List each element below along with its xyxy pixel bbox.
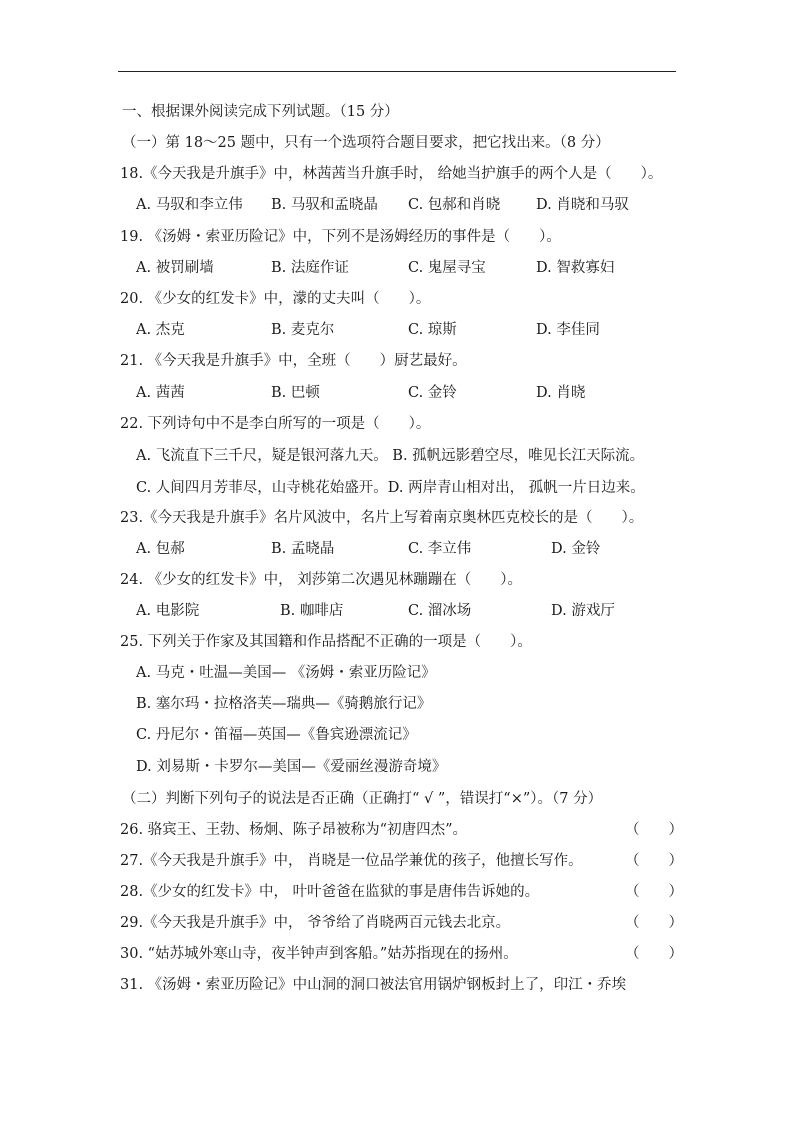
option: C. 溜冰场 xyxy=(408,603,472,619)
option: A. 马驭和李立伟 xyxy=(136,197,243,213)
option: D. 肖晓 xyxy=(536,385,586,401)
option: B. 法庭作证 xyxy=(271,260,349,276)
answer-blank: （ ） xyxy=(625,946,683,962)
tf-question-27 xyxy=(120,852,683,870)
question-25-row-b: B. 塞尔玛・拉格洛芙—瑞典—《骑鹅旅行记》 xyxy=(136,696,432,712)
question-22: 22. 下列诗句中不是李白所写的一项是（ ）。 xyxy=(120,416,431,432)
option: B. 马驭和孟晓晶 xyxy=(271,197,378,213)
option: C. 李立伟 xyxy=(408,541,472,557)
question-22-row-1: A. 飞流直下三千尺，疑是银河落九天。 B. 孤帆远影碧空尽，唯见长江天际流。 xyxy=(136,448,645,464)
question-21: 21. 《今天我是升旗手》中，全班（ ）厨艺最好。 xyxy=(120,353,467,369)
option: D. 金铃 xyxy=(551,541,601,557)
answer-blank: （ ） xyxy=(625,915,683,931)
tf-question-28 xyxy=(120,883,683,901)
option: D. 肖晓和马驭 xyxy=(536,197,629,213)
part1-intro: （一）第 18～25 题中，只有一个选项符合题目要求，把它找出来。（8 分） xyxy=(122,135,610,151)
tf-text: 27.《今天我是升旗手》中， 肖晓是一位品学兼优的孩子，他擅长写作。 xyxy=(120,853,583,869)
option: B. 麦克尔 xyxy=(271,322,335,338)
option: D. 李佳同 xyxy=(536,322,600,338)
option: A. 电影院 xyxy=(136,603,200,619)
tf-text: 30. “姑苏城外寒山寺，夜半钟声到客船。”姑苏指现在的扬州。 xyxy=(120,946,518,962)
tf-question-31: 31. 《汤姆・索亚历险记》中山洞的洞口被法官用锅炉钢板封上了，印江・乔埃 xyxy=(120,977,627,993)
answer-blank: （ ） xyxy=(625,853,683,869)
header-rule xyxy=(118,71,676,72)
question-24: 24. 《少女的红发卡》中， 刘莎第二次遇见林蹦蹦在（ ）。 xyxy=(120,572,523,588)
option: C. 琼斯 xyxy=(408,322,457,338)
question-20: 20. 《少女的红发卡》中，濛的丈夫叫（ ）。 xyxy=(120,291,431,307)
answer-blank: （ ） xyxy=(625,822,683,838)
tf-text: 29.《今天我是升旗手》中， 爷爷给了肖晓两百元钱去北京。 xyxy=(120,915,511,931)
part2-intro: （二）判断下列句子的说法是否正确（正确打“ √ ”，错误打“×”）。（7 分） xyxy=(122,791,603,807)
tf-text: 26. 骆宾王、王勃、杨炯、陈子昂被称为“初唐四杰”。 xyxy=(120,822,467,838)
option: A. 被罚刷墙 xyxy=(136,260,214,276)
option: C. 包郝和肖晓 xyxy=(408,197,501,213)
option: B. 巴顿 xyxy=(271,385,320,401)
question-19: 19. 《汤姆・索亚历险记》中，下列不是汤姆经历的事件是（ ）。 xyxy=(120,229,561,245)
tf-question-29 xyxy=(120,914,683,932)
tf-question-30 xyxy=(120,945,683,963)
option: B. 咖啡店 xyxy=(280,603,344,619)
tf-text: 28.《少女的红发卡》中， 叶叶爸爸在监狱的事是唐伟告诉她的。 xyxy=(120,884,540,900)
section-title: 一、根据课外阅读完成下列试题。（15 分） xyxy=(122,104,399,120)
option: A. 包郝 xyxy=(136,541,185,557)
answer-blank: （ ） xyxy=(625,884,683,900)
option: C. 金铃 xyxy=(408,385,457,401)
option: A. 茜茜 xyxy=(136,385,185,401)
question-25-row-c: C. 丹尼尔・笛福—英国—《鲁宾逊漂流记》 xyxy=(136,727,417,743)
question-22-row-2: C. 人间四月芳菲尽，山寺桃花始盛开。D. 两岸青山相对出， 孤帆一片日边来。 xyxy=(136,480,645,496)
question-25-row-d: D. 刘易斯・卡罗尔—美国—《爱丽丝漫游奇境》 xyxy=(136,759,447,775)
question-18: 18.《今天我是升旗手》中，林茜茜当升旗手时， 给她当护旗手的两个人是（ ）。 xyxy=(120,166,663,182)
tf-question-26 xyxy=(120,821,683,839)
option: D. 游戏厅 xyxy=(551,603,615,619)
question-23: 23.《今天我是升旗手》名片风波中，名片上写着南京奥林匹克校长的是（ ）。 xyxy=(120,510,644,526)
option: A. 杰克 xyxy=(136,322,185,338)
question-25-row-a: A. 马克・吐温—美国— 《汤姆・索亚历险记》 xyxy=(136,665,436,681)
option: B. 孟晓晶 xyxy=(271,541,335,557)
option: D. 智救寡妇 xyxy=(536,260,615,276)
question-25: 25. 下列关于作家及其国籍和作品搭配不正确的一项是（ ）。 xyxy=(120,634,532,650)
option: C. 鬼屋寻宝 xyxy=(408,260,486,276)
